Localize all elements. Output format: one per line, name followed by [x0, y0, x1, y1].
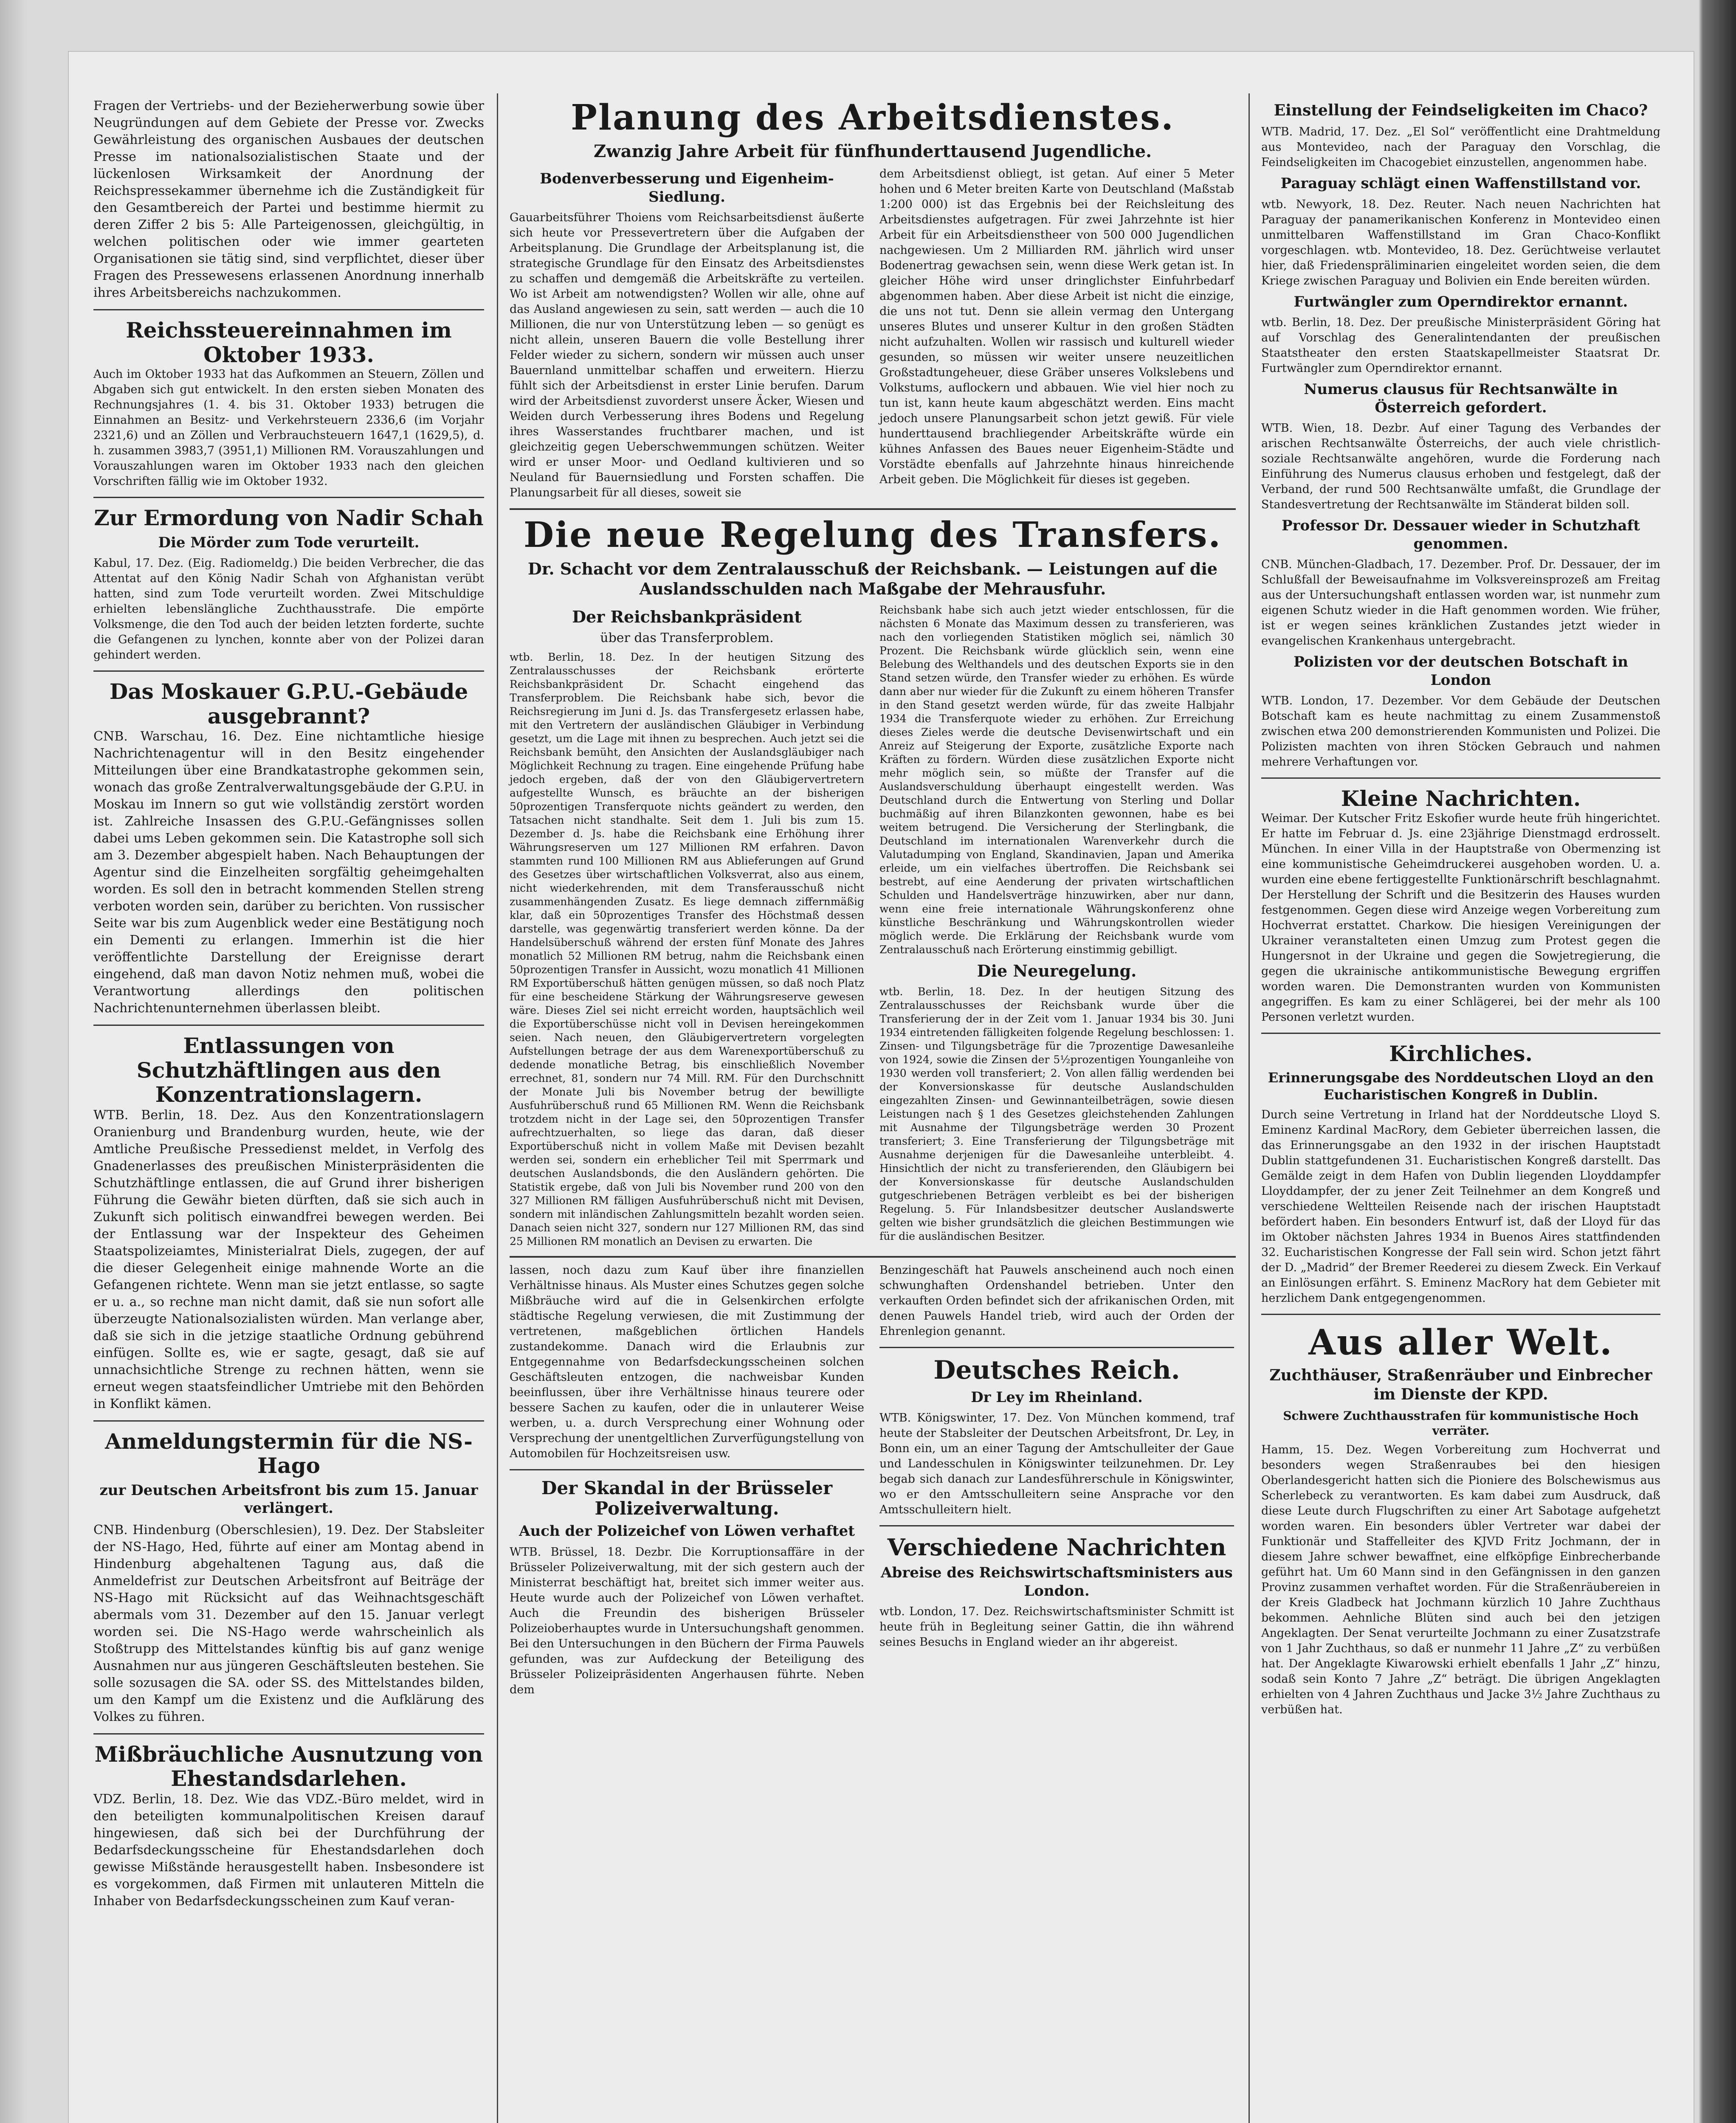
nadir-schah-text: Kabul, 17. Dez. (Eig. Radiomeldg.) Die beiden Verbrecher, die das Attentat auf den König Nadir Schah von Afghanistan verübt hatten, sind zum Tode verurteilt worden. Zwei Mitschuldige erhielten lebenslängliche Zuchthausstrafe. Die empörte Volksmenge, die den Tod auch der beiden letzten forderte, suchte die Gefangenen zu lynchen, konnte aber von der Polizei daran gehindert werden.	[93, 557, 484, 662]
brussels-scandal-headline: Der Skandal in der Brüsseler Polizeiverwaltung.	[541, 1477, 833, 1519]
labor-service-subheadline: Zwanzig Jahre Arbeit für fünfhunderttausend Jugendliche.	[593, 141, 1152, 162]
brussels-scandal-continued-text: Benzingeschäft hat Pauwels anscheinend auch noch einen schwunghaften Ordenshandel betrieben. Unter den verkauften Orden befindet sich der afrikanischen Orden, mit denen Pauwels Handel trieb, wird auch der Orden der Ehrenlegion genannt.	[879, 1263, 1234, 1338]
new-regulation-text: wtb. Berlin, 18. Dez. In der heutigen Sitzung des Zentralausschusses der Reichsbank wurde über die Transferierung der in der Zeit vom 1. Januar 1934 bis 30. Juni 1934 eintretenden fälligkeiten folgende Regelung beschlossen: 1. Zinsen- und Tilgungsbeträge für die 7prozentige Dawesanleihe von 1924, sowie die Zinsen der 5½prozentigen Younganleihe von 1930 werden voll transferiert; 2. Von allen fällig werdenden bei der Konversionskasse für deutsche Auslandschulden eingezahlten Zinsen- und Gewinnanteilbeträgen, sowie diesen Leistungen nach § 1 des Gesetzes gleichstehenden Zahlungen mit Ausnahme der Tilgungsbeträge werden 30 Prozent transferiert; 3. Eine Transferierung der Tilgungsbeträge mit Ausnahme derjenigen für die Dawesanleihe unterbleibt. 4. Hinsichtlich der nicht zu transferierenden, den Gläubigern bei der Konversionskasse für deutsche Auslandschulden gutgeschriebenen Beträgen verbleibt es bei der bisherigen Regelung. 5. Für Inlandsbesitzer deutscher Auslandswerte gelten wie bisher grundsätzlich die gleichen Bestimmungen wie für die ausländischen Besitzer.	[879, 985, 1234, 1243]
lloyd-gift-subheadline: Erinnerungsgabe des Norddeutschen Lloyd an den Eucharistischen Kongreß in Dublin.	[1268, 1070, 1654, 1103]
ns-hago-subheadline: zur Deutschen Arbeitsfront bis zum 15. Januar verlängert.	[99, 1481, 478, 1517]
divider	[879, 1525, 1234, 1526]
church-news-headline: Kirchliches.	[1389, 1041, 1533, 1066]
marriage-loan-text: VDZ. Berlin, 18. Dez. Wie das VDZ.-Büro meldet, wird in den beteiligten kommunalpolitischen Kreisen darauf hingewiesen, daß sich bei der Durchführung der Bedarfsdeckungsscheine für Ehestandsdarlehen doch gewisse Mißstände herausgestellt haben. Insbesondere ist es vorgekommen, daß Firmen mit unlauteren Mitteln die Inhaber von Bedarfsdeckungsscheinen zum Kauf veran-	[93, 1791, 484, 1909]
ns-hago-headline: Anmeldungstermin für die NS-Hago	[105, 1428, 473, 1478]
kpd-criminals-subheadline: Zuchthäuser, Straßenräuber und Einbrecher im Dienste der KPD.	[1269, 1366, 1652, 1404]
transfer-headline: Die neue Regelung des Transfers.	[524, 515, 1222, 556]
divider	[93, 1733, 484, 1734]
paraguay-ceasefire-text: wtb. Newyork, 18. Dez. Reuter. Nach neuen Nachrichten hat Paraguay der panamerikanischen Konferenz in Montevideo einen unmittelbaren Waffenstillstand im Gran Chaco-Konflikt vorgeschlagen. wtb. Montevideo, 18. Dez. Gerüchtweise verlautet hier, daß Friedenspräliminarien eingeleitet worden seien, die dem Kriege zwischen Paraguay und Bolivien ein Ende bereiten würden.	[1261, 197, 1660, 287]
transfer-text-right: Reichsbank habe sich auch jetzt wieder entschlossen, für die nächsten 6 Monate das Maximum dessen zu transferieren, was nach den vorliegenden Statistiken möglich sei, nämlich 30 Prozent. Die Reichsbank würde glücklich sein, wenn eine Belebung des Welthandels und des deutschen Exports sie in den Stand setzen würde, den Transfer wieder zu erhöhen. Es würde dann aber nur wieder für die Zukunft zu einem höheren Transfer in den Stand gesetzt werden würde, für das zweite Halbjahr 1934 die Transferquote wieder zu erhöhen. Zur Erreichung dieses Zieles werde die deutsche Devisenwirtschaft und ein Anreiz auf Steigerung der Exporte, zusätzliche Exporte nach Kräften zu fördern. Würden diese zusätzlichen Exporte nicht mehr möglich sein, so müßte der Transfer auf die Auslandsverschuldung überhaupt eingestellt werden. Was Deutschland durch die Entwertung von Sterling und Dollar buchmäßig auf ihren Bilanzkonten gewonnen, habe es bei weitem betrugend. Die Versicherung der Sterlingbank, die Deutschland im internationalen Warenverkehr durch die Valutadumping von England, Skandinavien, Japan und Amerika erleide, um ein vielfaches übertroffen. Die Reichsbank sei bestrebt, auf eine Aenderung der privaten wirtschaftlichen Schulden und Handelsverträge hinzuwirken, aber nur dann, wenn eine freie internationale Währungskonferenz ohne künstliche Beschränkung und Währungskontrollen wieder möglich werde. Die Erklärung der Reichsbank wurde vom Zentralausschuß nach Erörterung einstimmig gebilligt.	[879, 603, 1234, 956]
minister-departure-text: wtb. London, 17. Dez. Reichswirtschaftsminister Schmitt ist heute früh in Begleitung seiner Gattin, die ihn während seines Besuchs in England wieder an ihr abgereist.	[879, 1605, 1234, 1649]
marriage-loan-headline: Mißbräuchliche Ausnutzung von Ehestandsdarlehen.	[94, 1741, 483, 1791]
labor-service-text-right: dem Arbeitsdienst obliegt, ist getan. Auf einer 5 Meter hohen und 6 Meter breiten Karte von Deutschland (Maßstab 1:200 000) ist das Ergebnis bei der Reichsleitung des Arbeitsdienstes aufgetragen. Für zwei Jahrzehnte ist hier Arbeit für ein Arbeitsdienstheer von 500 000 Jugendlichen nachgewiesen. Um 2 Milliarden RM. jährlich wird unser Bodenertrag gewachsen sein, wenn diese Werk getan ist. In gleicher Höhe wird unser dringlichster Einfuhrbedarf abgenommen haben. Aber diese Arbeit ist nicht die einzige, die uns not tut. Denn sie allein vermag den Untergang unseres Blutes und unserer Kultur in den großen Städten nicht aufzuhalten. Wollen wir rassisch und kulturell wieder gesunden, so müssen wir weiter unsere neuzeitlichen Großstadtungeheuer, diese Gräber unseres Volkslebens und Volkstums, auflockern und abbauen. Wie viel hier noch zu tun ist, kann heute kaum abgeschätzt werden. Eins macht jedoch unsere Planungsarbeit schon jetzt gewiß. Für viele hunderttausend brachliegender Arbeitskräfte würde ein kühnes Anfassen des Baues neuer Eigenheim-Städte und Vorstädte ebenfalls auf Jahrzehnte hinaus hinreichende Arbeit geben. Die Möglichkeit für dieses ist gegeben.	[879, 167, 1234, 487]
column-rule-left	[497, 93, 498, 2123]
furtwaengler-text: wtb. Berlin, 18. Dez. Der preußische Ministerpräsident Göring hat auf Vorschlag des Generalintendanten der preußischen Staatstheater den ersten Staatskapellmeister Staatsrat Dr. Furtwängler zum Operndirektor ernannt.	[1261, 316, 1660, 375]
divider	[93, 670, 484, 672]
ley-rhineland-text: WTB. Königswinter, 17. Dez. Von München kommend, traf heute der Stabsleiter der Deutschen Arbeitsfront, Dr. Ley, in Bonn ein, um an einer Tagung der Amtschulleiter der Gaue und Landesschulen in Königswinter teilzunehmen. Dr. Ley begab sich danach zur Landesführerschule in Königswinter, wo er den Amtsschulleitern seine Ansprache vor den Amtsschulleitern hielt.	[879, 1411, 1234, 1517]
labor-service-text-left: Gauarbeitsführer Thoiens vom Reichsarbeitsdienst äußerte sich heute vor Pressevertretern über die Aufgaben der Arbeitsplanung. Die Grundlage der Arbeitsplanung ist, die strategische Grundlage für den Einsatz des Arbeitsdienstes zu schaffen und demgemäß die Arbeitskräfte zu verteilen. Wo ist Arbeit am notwendigsten? Wollen wir alle, ohne auf das Ausland angewiesen zu sein, satt werden — auch die 10 Millionen, die nur von Unterstützung leben — so genügt es nicht allein, unseren Bauern die volle Bestellung ihrer Felder wieder zu sichern, sondern wir müssen auch unser Bauernland unmittelbar schaffen und erweitern. Hierzu fühlt sich der Arbeitsdienst in erster Linie berufen. Darum wird der Arbeitsdienst zuvorderst unsere Äcker, Wiesen und Weiden durch Verbesserung ihres Bodens und Regelung ihres Wasserstandes fruchtbarer machen, und ist gleichzeitig gegen Ueberschwemmungen schützen. Weiter wird er unser Moor- und Oedland kultivieren und so Neuland für Bauernsiedlung und Forsten schaffen. Die Planungsarbeit für all dieses, soweit sie	[510, 211, 864, 500]
transfer-subheadline: Dr. Schacht vor dem Zentralausschuß der Reichsbank. — Leistungen auf die Auslandsschulden nach Maßgabe der Mehrausfuhr.	[527, 559, 1218, 599]
ley-rhineland-subheadline: Dr Ley im Rheinland.	[971, 1388, 1143, 1406]
divider	[510, 508, 1236, 510]
marriage-loan-continued-text: lassen, noch dazu zum Kauf über ihre finanziellen Verhältnisse hinaus. Als Muster eines Schutzes gegen solche Mißbräuche wird auf die in Gelsenkirchen erfolgte städtische Regelung verwiesen, die mit Zustimmung der vertretenen, maßgeblichen örtlichen Handels zustandekomme. Danach wird die Erlaubnis zur Entgegennahme von Bedarfsdeckungsscheinen solchen Geschäftsleuten entzogen, die nachweisbar Kunden beeinflussen, über ihre Verhältnisse hinaus teurere oder bessere Sachen zu kaufen, oder die in unlauterer Weise werben, u. a. durch Versprechung einer Wohnung oder Versprechung der unentgeltlichen Zurverfügungstellung von Automobilen für Hochzeitsreisen usw.	[510, 1263, 864, 1460]
prisoner-release-headline: Entlassungen von Schutzhäftlingen aus den Konzentrationslagern.	[136, 1033, 441, 1107]
small-news-text: Weimar. Der Kutscher Fritz Eskofier wurde heute früh hingerichtet. Er hatte im Februar d. Js. eine 23jährige Dienstmagd erdrosselt. München. In einer Villa in der Hauptstraße von Obermenzing ist eine kommunistische Geheimdruckerei ausgehoben worden. U. a. wurden eine ebene fertiggestellte Funktionärschrift beschlagnahmt. Der Herstellung der Schrift und die Besitzerin des Hauses wurden festgenommen. Gegen diese wird Anzeige wegen Vorbereitung zum Hochverrat erstattet. Charkow. Die hiesigen Vereinigungen der Ukrainer veranstalteten einen Umzug zum Protest gegen die Hungersnot in der Ukraine und gegen die Sowjetregierung, die gegen die ukrainische antikommunistische Bewegung ergriffen worden waren. Die Demonstranten wurden von Kommunisten angegriffen. Es kam zu einer Schlägerei, bei der mehr als 100 Personen verletzt wurden.	[1261, 811, 1660, 1024]
transfer-problem-subheadline: über das Transferproblem.	[600, 631, 774, 646]
divider	[1261, 1033, 1660, 1034]
dessauer-headline: Professor Dr. Dessauer wieder in Schutzhaft genommen.	[1282, 517, 1640, 552]
nadir-schah-headline: Zur Ermordung von Nadir Schah	[94, 505, 484, 530]
column-2	[510, 98, 1236, 1702]
kpd-trial-text: Hamm, 15. Dez. Wegen Vorbereitung zum Hochverrat und besonders wegen Straßenraubes bei den hiesigen Oberlandesgericht hatten sich die Pioniere des Bolschewismus aus Scherlebeck zu verantworten. Es kam dabei zum Ausdruck, daß diese Leute durch Flugschriften zu einer Art Sabotage aufgehetzt worden waren. Ein besonders übler Vertreter war dabei der Funktionär und Staffelleiter des KJVD Fritz Jochmann, der in diesem Jahre schwer bewaffnet, eine elfköpfige Einbrecherbande geführt hat. Um 60 Mann sind in den Gefängnissen in den ganzen Provinz zusammen verhaftet worden. Für die Straßenräubereien in der Kreis Gladbeck hat Jochmann kürzlich 10 Jahre Zuchthaus bekommen. Aehnliche Blüten sind auch bei den jetzigen Angeklagten. Der Senat verurteilte Jochmann zu einer Zusatzstrafe von 1 Jahr Zuchthaus, so daß er nunmehr 11 Jahre „Z“ zu verbüßen hat. Der Angeklagte Kiwarowski erhielt ebenfalls 1 Jahr „Z“ hinzu, sodaß sein Konto 7 Jahre „Z“ beträgt. Die übrigen Angeklagten erhielten von 4 Jahren Zuchthaus und Jacke 3½ Jahre Zuchthaus zu verbüßen hat.	[1261, 1443, 1660, 1717]
divider	[510, 1469, 864, 1470]
divider	[1261, 777, 1660, 779]
newspaper-page	[68, 51, 1694, 2123]
transfer-text-left: wtb. Berlin, 18. Dez. In der heutigen Sitzung des Zentralausschusses der Reichsbank erörterte Reichsbankpräsident Dr. Schacht eingehend das Transferproblem. Die Reichsbank habe sich, bevor die Reichsregierung im Juni d. Js. das Transfergesetz erlassen habe, mit den Vertretern der ausländischen Gläubiger in Verbindung gesetzt, um die Lage mit ihnen zu besprechen. Auch jetzt sei die Reichsbank bemüht, den Ansichten der Auslandsgläubiger nach Möglichkeit Rechnung zu tragen. Eine eingehende Prüfung habe jedoch ergeben, daß der von den Gläubigervertretern aufgestellte Wunsch, es bräuchte an der bisherigen 50prozentigen Transferquote nichts geändert zu werden, den Tatsachen nicht standhalte. Seit dem 1. Juli bis zum 15. Dezember d. Js. habe die Reichsbank eine Erhöhung ihrer Währungsreserven um 127 Millionen RM erfahren. Davon stammten rund 100 Millionen RM aus Ablieferungen auf Grund des Gesetzes über wirtschaftlichen Volksverrat, also aus einem, nicht wiederkehrenden, mit dem Transferausschuß nicht zusammenhängenden Zusatz. Es liege demnach ziffernmäßig klar, daß ein 50prozentiges Transfer des Höchstmaß dessen darstelle, was gegenwärtig transferiert werden könne. Da der Handelsüberschuß während der ersten fünf Monate des Jahres monatlich 52 Millionen RM betrug, nahm die Reichsbank einen 50prozentigen Transfer in Aussicht, wozu monatlich 41 Millionen RM Exportüberschuß hätten genügen müssen, so daß noch Platz für eine bescheidene Stärkung der Währungsreserve gewesen wäre. Dieses Ziel sei nicht erreicht worden, hauptsächlich weil die Exportüberschüsse nicht voll in Devisen hereingekommen seien. Nach neuen, den Gläubigervertretern vorgelegten Aufstellungen betrage der aus dem Warenexportüberschuß zu dedende monatliche Betrag, bis einschließlich November errechnet, 81, sondern nur 74 Mill. RM. Für den Durchschnitt der Monate Juli bis November betrug der bewilligte Ausfuhrüberschuß rund 65 Millionen RM. Wenn die Reichsbank trotzdem nicht in der Lage sei, den 50prozentigen Transfer aufrechtzuerhalten, so liege das daran, daß dieser Exportüberschuß nicht in vollem Maße mit Devisen bezahlt werden sei, sondern ein erheblicher Teil mit Sperrmark und deutschen Auslandsbonds, die den Ausländern gehörten. Die Statistik ergebe, daß von Juli bis November rund 200 von den 327 Millionen RM fälligen Ausfuhrüberschuß nicht mit Devisen, sondern mit inländischen Zahlungsmitteln bezahlt worden seien. Danach seien nicht 327, sondern nur 127 Millionen RM, das sind 25 Millionen RM monatlich an Devisen zu erwarten. Die	[510, 650, 864, 1247]
divider	[879, 1347, 1234, 1348]
nadir-schah-subheadline: Die Mörder zum Tode verurteilt.	[158, 534, 420, 551]
column-1	[93, 98, 484, 1914]
divider	[93, 1025, 484, 1026]
divider	[93, 309, 484, 310]
divider	[510, 1256, 1236, 1258]
numerus-clausus-text: WTB. Wien, 18. Dezbr. Auf einer Tagung des Verbandes der arischen Rechtsanwälte Österreichs, der auch viele christlich-soziale Rechtsanwälte angehören, wurde die Forderung nach Einführung des Numerus clausus erhoben und festgelegt, daß der Verband, der rund 500 Rechtsanwälte umfaßt, die Grundlage der Standesvertretung der Rechtsanwälte im Ständerat bilden soll.	[1261, 422, 1660, 511]
london-police-text: WTB. London, 17. Dezember. Vor dem Gebäude der Deutschen Botschaft kam es heute nachmittag zu einem Zusammenstoß zwischen etwa 200 demonstrierenden Kommunisten und Polizei. Die Polizisten machten von ihren Stöcken Gebrauch und nahmen mehrere Verhaftungen vor.	[1261, 694, 1660, 769]
gpu-building-text: CNB. Warschau, 16. Dez. Eine nichtamtliche hiesige Nachrichtenagentur will in den Besitz eingehender Mitteilungen über eine Brandkatastrophe gekommen sein, wonach das große Zentralverwaltungsgebäude der G.P.U. in Moskau im Innern so gut wie vollständig zerstört worden ist. Zahlreiche Insassen des G.P.U.-Gefängnisses sollen dabei ums Leben gekommen sein. Die Katastrophe soll sich am 3. Dezember abgespielt haben. Nach Behauptungen der Agentur sind die Einzelheiten sorgfältig geheimgehalten worden. Es soll den in betracht kommenden Stellen streng verboten worden sein, darüber zu berichten. Von russischer Seite war bis zum Augenblick weder eine Bestätigung noch ein Dementi zu erlangen. Immerhin ist die hier veröffentlichte Darstellung der Ereignisse derart eingehend, daß man davon Notiz nehmen muß, wobei die Verantwortung allerdings den politischen Nachrichtenunternehmen überlassen bleibt.	[93, 729, 484, 1016]
brussels-scandal-text: WTB. Brüssel, 18. Dezbr. Die Korruptionsaffäre in der Brüsseler Polizeiverwaltung, mit der sich gestern auch der Ministerrat beschäftigt hat, breitet sich immer weiter aus. Heute wurde auch der Polizeichef von Löwen verhaftet. Auch die Freundin des bisherigen Brüsseler Polizeioberhauptes wurde in Untersuchungshaft genommen. Bei den Untersuchungen in den Büchern der Firma Pauwels gefunden, was zur Aufdeckung der Beteiligung des Brüsseler Polizeipräsidenten Angerhausen führte. Neben dem	[510, 1545, 864, 1696]
small-news-headline: Kleine Nachrichten.	[1341, 786, 1581, 811]
divider	[1261, 1314, 1660, 1315]
lloyd-gift-text: Durch seine Vertretung in Irland hat der Norddeutsche Lloyd S. Eminenz Kardinal MacRory, dem Gebieter überreichen lassen, die das Erinnerungsgabe an den 1932 in der irischen Hauptstadt Dublin stattgefundenen 31. Eucharistischen Kongreß darstellt. Das Gemälde zeigt in dem Hafen von Dublin liegenden Lloyddampfer Lloyddampfer, der zu jener Zeit Teilnehmer an dem Kongreß und verschiedene Weltteilen Reisende nach der irischen Hauptstadt befördert haben. Ein besonders Entwurf ist, daß der Lloyd für das im Oktober nächsten Jahres 1934 in Buenos Aires stattfindenden 32. Eucharistischen Kongresse der Fall sein wird. Schon jetzt fährt der D. „Madrid“ der Bremer Reederei zu diesem Zweck. Ein Verkauf an Einlösungen erfährt. S. Eminenz MacRory hat dem Gebieter mit herzlichem Dank entgegengenommen.	[1261, 1108, 1660, 1305]
furtwaengler-headline: Furtwängler zum Operndirektor ernannt.	[1294, 293, 1628, 310]
tax-revenue-headline: Reichssteuereinnahmen im Oktober 1933.	[126, 318, 452, 367]
ns-hago-text: CNB. Hindenburg (Oberschlesien), 19. Dez. Der Stabsleiter der NS-Hago, Hed, führte auf einer am Montag abend in Hindenburg abgehaltenen Tagung aus, daß die Anmeldefrist zur Deutschen Arbeitsfront auf Beiträge der NS-Hago mit Rücksicht auf das Weihnachtsgeschäft abermals vom 31. Dezember auf den 15. Januar verlegt worden sei. Die NS-Hago werde wahrscheinlich als Stoßtrupp des Mittelstandes künftig bis auf ganz wenige Ausnahmen nur aus jüngeren Geschäftsleuten bestehen. Sie solle sozusagen die SA. oder SS. des Mittelstandes bilden, um den Kampf um die Existenz und die Aufklärung des Volkes zu führen.	[93, 1522, 484, 1724]
labor-service-headline: Planung des Arbeitsdienstes.	[571, 97, 1175, 138]
new-regulation-subheadline: Die Neuregelung.	[977, 961, 1137, 980]
tax-revenue-text: Auch im Oktober 1933 hat das Aufkommen an Steuern, Zöllen und Abgaben sich gut entwickelt. In den ersten sieben Monaten des Rechnungsjahres (1. 4. bis 31. Oktober 1933) betrugen die Einnahmen an Besitz- und Verkehrsteuern 2336,6 (im Vorjahr 2321,6) und an Zöllen und Verbrauchsteuern 1647,1 (1629,5), d. h. zusammen 3983,7 (3951,1) Millionen RM. Vorauszahlungen und Vorauszahlungen waren im Oktober 1933 nach den gleichen Vorschriften fällig wie im Oktober 1932.	[93, 368, 484, 488]
paraguay-ceasefire-headline: Paraguay schlägt einen Waffenstillstand vor.	[1280, 175, 1641, 192]
divider	[93, 497, 484, 498]
kpd-sentences-subheadline: Schwere Zuchthausstrafen für kommunistische Hoch verräter.	[1283, 1409, 1639, 1438]
brussels-scandal-subheadline: Auch der Polizeichef von Löwen verhaftet	[519, 1523, 855, 1540]
reichsbank-president-subheadline: Der Reichsbankpräsident	[572, 607, 802, 626]
chaco-text: WTB. Madrid, 17. Dez. „El Sol“ veröffentlicht eine Drahtmeldung aus Montevideo, nach der Paraguay den Vorschlag, die Feindseligkeiten im Chacogebiet einzustellen, angenommen habe.	[1261, 125, 1660, 169]
divider	[93, 1420, 484, 1422]
london-police-headline: Polizisten vor der deutschen Botschaft in London	[1294, 653, 1628, 689]
dessauer-text: CNB. München-Gladbach, 17. Dezember. Prof. Dr. Dessauer, der im Schlußfall der Beweisaufnahme im Volksvereinsprozeß am Freitag aus der Untersuchungshaft entlassen worden war, ist nunmehr zum eigenen Schutz wieder in die Haft genommen worden. Wie früher, ist er wegen seines kränklichen Zustandes jetzt wieder in evangelischen Krankenhaus untergebracht.	[1261, 558, 1660, 648]
column-3	[1261, 98, 1660, 1722]
german-reich-headline: Deutsches Reich.	[933, 1355, 1180, 1385]
prisoner-release-text: WTB. Berlin, 18. Dez. Aus den Konzentrationslagern Oranienburg und Brandenburg wurden, heute, wie der Amtliche Preußische Pressedienst meldet, in Verfolg des Gnadenerlasses des preußischen Ministerpräsidenten die Schutzhäftlinge entlassen, die auf Grund ihrer bisherigen Führung die Gewähr bieten dürften, daß sie sich auch in Zukunft sich politisch einwandfrei bewegen werden. Bei der Entlassung war der Inspekteur des Geheimen Staatspolizeiamtes, Ministerialrat Diels, zugegen, der auf die dieser Gelegenheit einige mahnende Worte an die Gefangenen richtete. Wenn man sie jetzt entlasse, so sagte er u. a., so rechne man nicht damit, daß sie nun sofort alle überzeugte Nationalsozialisten würden. Man verlange aber, daß sie sich in die jetzige staatliche Ordnung gebührend einfügen. Sollte es, wie er sagte, gesagt, daß sie auf unnachsichtliche Strenge zu rechnen hätten, wenn sie erneut wegen staatsfeindlicher Umtriebe mit den Behörden in Konflikt kämen.	[93, 1107, 484, 1411]
various-news-headline: Verschiedene Nachrichten	[887, 1534, 1226, 1561]
chaco-headline: Einstellung der Feindseligkeiten im Chaco?	[1274, 101, 1648, 119]
world-news-headline: Aus aller Welt.	[1308, 1322, 1613, 1363]
gpu-building-headline: Das Moskauer G.P.U.-Gebäude ausgebrannt?	[109, 679, 468, 729]
press-order-text: Fragen der Vertriebs- und der Bezieherwerbung sowie über Neugründungen auf dem Gebiete der Presse vor. Zwecks Gewährleistung des organischen Ausbaues der deutschen Presse im nationalsozialistischen Staate und der lückenlosen Wirksamkeit der Anordnung der Reichspressekammer übernehme ich die Zuständigkeit für den Gesamtbereich der Partei und bestimme hiermit zu deren Ziffer 2 bis 5: Alle Parteigenossen, gleichgültig, in welchen politischen oder wie immer gearteten Organisationen sie tätig sind, sind verpflichtet, dieser über Fragen des Pressewesens erlassenen Anordnung innerhalb ihres Arbeitsbereichs nachzukommen.	[93, 99, 484, 300]
minister-departure-subheadline: Abreise des Reichswirtschaftsministers aus London.	[881, 1564, 1233, 1599]
numerus-clausus-headline: Numerus clausus für Rechtsanwälte in Österreich gefordert.	[1304, 381, 1618, 416]
soil-improvement-subheadline: Bodenverbesserung und Eigenheim-Siedlung.	[540, 170, 834, 206]
column-rule-right	[1248, 93, 1250, 2123]
